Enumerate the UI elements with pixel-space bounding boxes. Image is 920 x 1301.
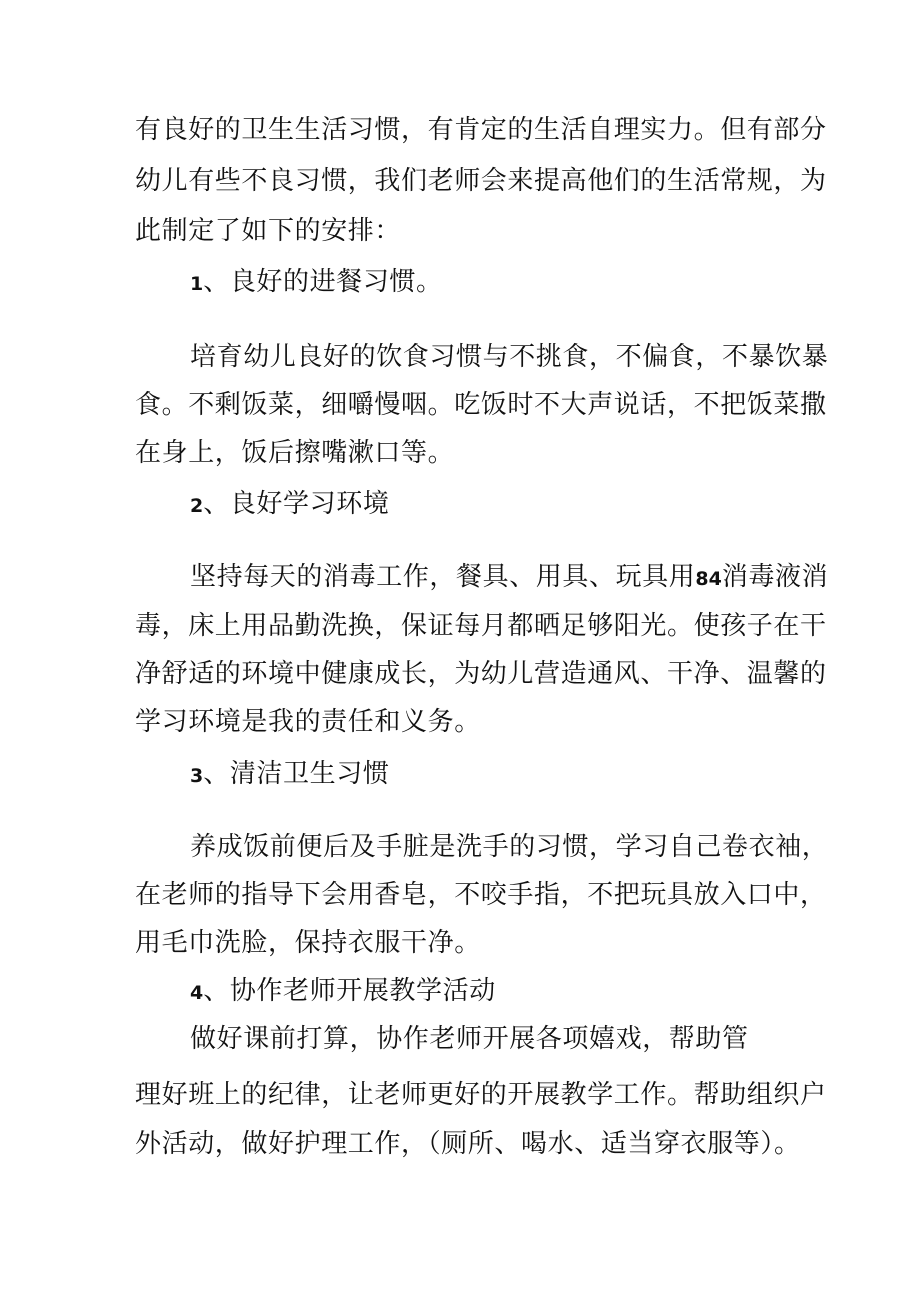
section-4-line-3: 外活动，做好护理工作，（厕所、喝水、适当穿衣服等）。 (135, 1129, 801, 1159)
section-3-title: 、清洁卫生习惯 (203, 759, 390, 789)
section-4-line-1: 做好课前打算，协作老师开展各项嬉戏，帮助管 (190, 1024, 749, 1054)
section-2-line-2: 毒，床上用品勤洗换，保证每月都晒足够阳光。使孩子在干 (135, 611, 827, 641)
section-2-line-4: 学习环境是我的责任和义务。 (135, 707, 481, 737)
section-1-line-3: 在身上，饭后擦嘴漱口等。 (135, 438, 455, 468)
section-4-title: 、协作老师开展教学活动 (203, 976, 496, 1006)
section-2-line-3: 净舒适的环境中健康成长，为幼儿营造通风、干净、温馨的 (135, 659, 827, 689)
section-2-line-1 (190, 560, 828, 596)
section-2-line-1-after: 消毒液消 (721, 562, 829, 592)
section-1-line-1: 培育幼儿良好的饮食习惯与不挑食，不偏食，不暴饮暴 (190, 342, 829, 372)
section-4-number: 4 (190, 982, 204, 1004)
section-2-heading (190, 487, 389, 523)
section-3-line-1: 养成饭前便后及手脏是洗手的习惯，学习自己卷衣袖， (190, 832, 829, 862)
intro-line-3: 此制定了如下的安排： (135, 216, 402, 246)
section-2-number: 2 (190, 495, 204, 517)
intro-line-2: 幼儿有些不良习惯，我们老师会来提高他们的生活常规，为 (135, 166, 827, 196)
intro-line-1: 有良好的卫生生活习惯，有肯定的生活自理实力。但有部分 (135, 115, 827, 145)
section-3-line-3: 用毛巾洗脸，保持衣服干净。 (135, 928, 481, 958)
section-1-heading (190, 265, 443, 301)
section-3-line-2: 在老师的指导下会用香皂，不咬手指，不把玩具放入口中， (135, 880, 827, 910)
section-1-line-2: 食。不剩饭菜，细嚼慢咽。吃饭时不大声说话，不把饭菜撒 (135, 390, 827, 420)
section-3-number: 3 (190, 765, 204, 787)
section-3-heading (190, 757, 389, 793)
section-4-heading (190, 974, 496, 1010)
disinfectant-number: 84 (695, 568, 722, 590)
section-2-line-1-before: 坚持每天的消毒工作，餐具、用具、玩具用 (190, 562, 696, 592)
section-1-number: 1 (190, 273, 204, 295)
section-2-title: 、良好学习环境 (203, 489, 390, 519)
section-1-title: 、良好的进餐习惯。 (203, 267, 443, 297)
section-4-line-2: 理好班上的纪律，让老师更好的开展教学工作。帮助组织户 (135, 1080, 827, 1110)
